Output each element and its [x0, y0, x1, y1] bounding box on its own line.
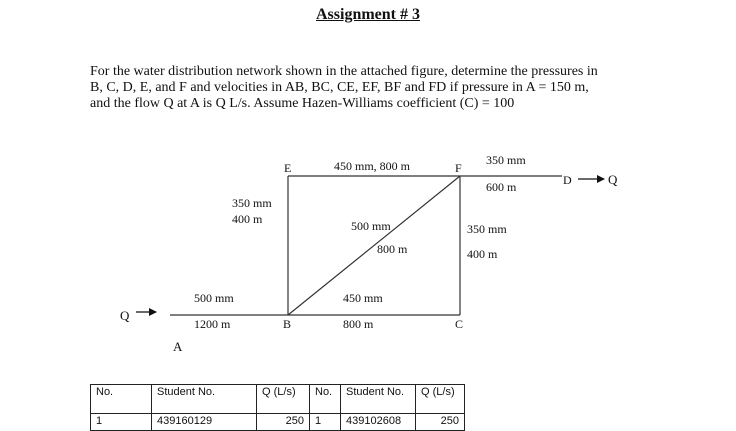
problem-line: and the flow Q at A is Q L/s. Assume Hazen-Williams coefficient (C) = 100: [90, 96, 515, 111]
node-a-label: A: [173, 339, 183, 354]
student-roster-table: [90, 384, 465, 431]
pipe-ef-label: 450 mm, 800 m: [334, 159, 411, 173]
cell-no: 1: [91, 414, 152, 431]
node-f-label: F: [455, 161, 462, 175]
pipe-bf-length: 800 m: [377, 242, 408, 256]
table-header-row: [91, 385, 465, 414]
pipe-fd-diameter: 350 mm: [486, 153, 526, 167]
problem-line: For the water distribution network shown in the attached figure, determine the pressures in: [90, 64, 598, 79]
header-no-2: No.: [310, 385, 341, 414]
problem-line: B, C, D, E, and F and velocities in AB, BC, CE, EF, BF and FD if pressure in A = 150 m,: [90, 80, 589, 95]
pipe-fd-length: 600 m: [486, 180, 517, 194]
inflow-q-label: Q: [120, 308, 130, 323]
pipe-ab-diameter: 500 mm: [194, 291, 234, 305]
cell-q-2: 250: [416, 414, 465, 431]
pipe-be-diameter: 350 mm: [232, 196, 272, 210]
header-student-no-2: Student No.: [341, 385, 416, 414]
node-c-label: C: [455, 317, 464, 331]
pipe-cf-diameter: 350 mm: [467, 222, 507, 236]
header-q: Q (L/s): [257, 385, 310, 414]
cell-q: 250: [257, 414, 310, 431]
table-row: [91, 414, 465, 431]
cell-student-no-2: 439102608: [341, 414, 416, 431]
pipe-cf-length: 400 m: [467, 247, 498, 261]
node-e-label: E: [284, 161, 292, 175]
cell-student-no: 439160129: [152, 414, 257, 431]
node-d-label: D: [563, 173, 572, 187]
pipe-bc-diameter: 450 mm: [343, 291, 383, 305]
header-no: No.: [91, 385, 152, 414]
pipe-be-length: 400 m: [232, 212, 263, 226]
pipe-bc-length: 800 m: [343, 317, 374, 331]
node-b-label: B: [283, 317, 292, 331]
pipe-ab-length: 1200 m: [194, 317, 231, 331]
outflow-q-label: Q: [608, 172, 618, 187]
header-student-no: Student No.: [152, 385, 257, 414]
pipe-bf-diameter: 500 mm: [351, 219, 391, 233]
cell-no-2: 1: [310, 414, 341, 431]
page-title: Assignment # 3: [315, 6, 420, 23]
header-q-2: Q (L/s): [416, 385, 465, 414]
